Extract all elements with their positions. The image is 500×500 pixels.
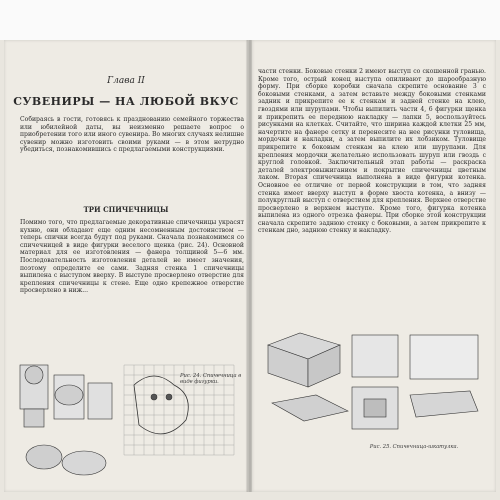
figure-25-caption: Рис. 25. Спичечница-шкатулка.: [369, 444, 459, 450]
figure-24-caption: Рис. 24. Спичечница в виде фигурки.: [180, 373, 242, 386]
left-page: [4, 40, 248, 492]
chapter-heading: Глава II: [107, 76, 145, 86]
section-heading: ТРИ СПИЧЕЧНИЦЫ: [83, 205, 169, 214]
right-page: [252, 40, 496, 492]
body-paragraph: Помимо того, что предлагаемые декоративные спичечницы украсят кухню, они обладают еще одним несомненным достоинством — теперь спички всегда будут под руками. Сначала познакомимся со спичечницей в виде фигурки веселого щенка (рис. 24). Основной материал для ее изготовления — фанера толщиной 5—6 мм. Последовательность изготовления деталей не имеет значения, поэтому определите ее сами. Задняя стенка 1 спичечницы выпилена с выступом вверху. В выступе просверлено отверстие для крепления спичечницы к стене. Еще одно крепежное отверстие просверлено в ниж...: [20, 219, 244, 295]
background-band: [0, 0, 500, 40]
chapter-title: СУВЕНИРЫ — НА ЛЮБОЙ ВКУС: [13, 95, 239, 108]
intro-paragraph: Собираясь в гости, готовясь к празднованию семейного торжества или юбилейной даты, вы неизменно решаете вопрос о приобретении того или иного сувенира. Во многих случаях нелишне сувенир можно изготовить своими руками — в этом нетрудно убедиться, познакомившись с предлагаемыми конструкциями.: [20, 116, 244, 154]
figure-25-illustration: [260, 325, 486, 443]
right-body-paragraph: части стенки. Боковые стенки 2 имеют выступ со скошенной гранью. Кроме того, острый конец выступа опиливают до шарообразную форму. При сборке коробки сначала скрепите основание 3 с боковыми стенками, а затем вставьте между боковыми стенками задник и прикрепите ее к стенкам и задней стенке на клею, гвоздями или шурупами. Чтобы выпилить части 4, 6 фигурки щенка и прикрепить ее переднюю накладку — лапки 5, воспользуйтесь рисунками на клетках. Считайте, что ширина каждой клетки 25 мм, начертите на фанере сетку и перенесите на нее рисунки туловища, мордочки и накладки, а затем выпилите их лобзиком. Туловище прикрепите к боковым стенкам на клею или шурупами. Для крепления мордочки желательно использовать шуруп или гвоздь с круглой головкой. Заключительный этап работы — раскраска деталей электровыжиганием и покрытие спичечницы цветным лаком. Вторая спичечница выполнена в виде фигурки котенка. Основное ее отличие от первой конструкции в том, что задняя стенка имеет вверху выступ в форме хвоста котенка, а внизу — полукруглый выступ с отверстием для крепления. Верхнее отверстие просверлено в верхнем выступе. Кроме того, фигурка котенка выпилена из одного отрезка фанеры. При сборке этой конструкции сначала скрепите заднюю стенку с боковыми, а затем прикрепите к стенкам дно, заднюю стенку и накладку.: [258, 68, 486, 235]
